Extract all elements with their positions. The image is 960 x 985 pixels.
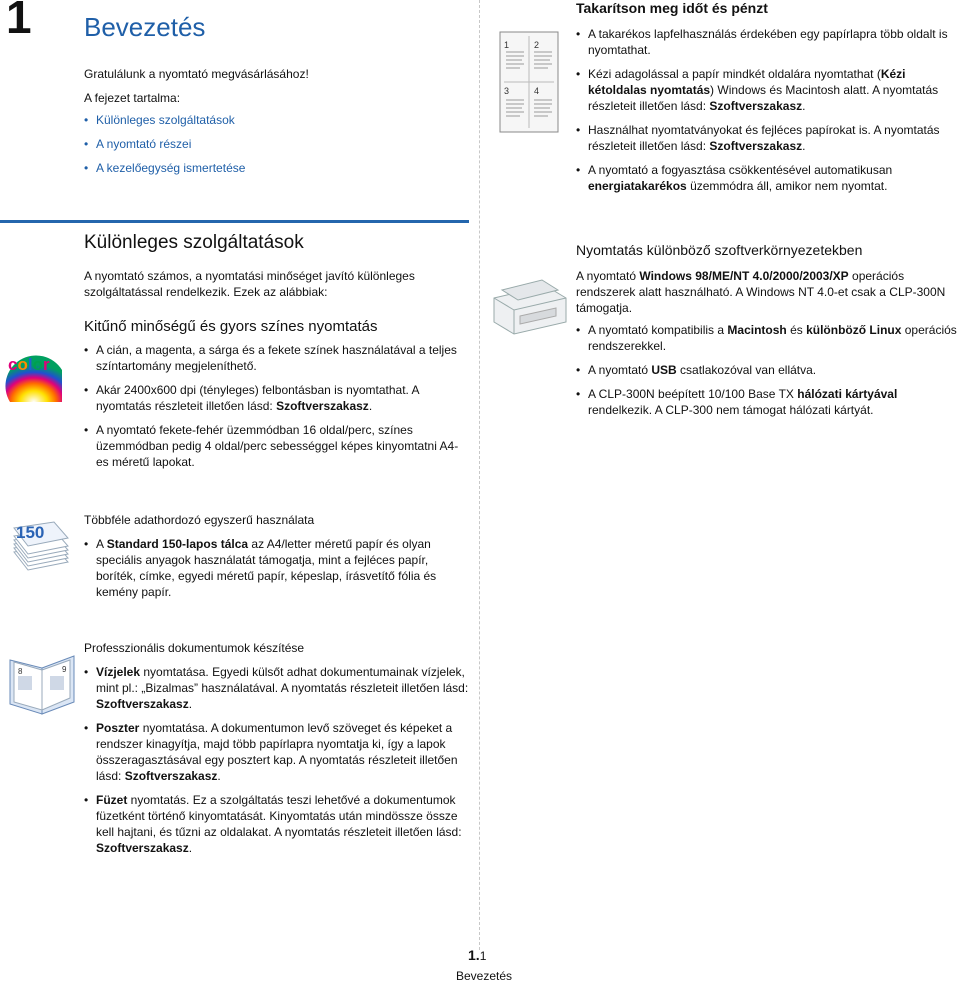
bullet-item: • Vízjelek nyomtatása. Egyedi külsőt adhat dokumentumainak vízjelek, mint pl.: „Bizalmas” használatával. A nyomtatás részleteit illetően lásd: Szoftverszakasz.	[84, 664, 470, 712]
toc-item[interactable]: • A kezelőegység ismertetése	[84, 160, 245, 176]
chapter-title: Bevezetés	[84, 12, 206, 42]
emphasis: Poszter	[96, 721, 140, 735]
tray-label: 150	[16, 523, 45, 542]
emphasis: Szoftverszakasz	[709, 99, 803, 113]
multi-page-thumbnail-icon	[490, 28, 568, 140]
booklet-icon	[6, 646, 78, 716]
logo-letter: o	[32, 355, 43, 374]
thumb-page-1: 1	[504, 40, 510, 50]
emphasis: különböző Linux	[806, 323, 902, 337]
toc-item[interactable]: • Különleges szolgáltatások	[84, 112, 245, 128]
emphasis: Kézi kétoldalas nyomtatás	[588, 67, 906, 97]
book-page-left: 8	[18, 667, 23, 676]
thumb-page-2: 2	[534, 40, 540, 50]
bullet-item: • Használhat nyomtatványokat és fejléces papírokat is. A nyomtatás részleteit illetően lásd: Szoftverszakasz.	[576, 122, 958, 154]
bullet-item: • A nyomtató kompatibilis a Macintosh és különböző Linux operációs rendszerekkel.	[576, 322, 958, 354]
bullet-item: • Füzet nyomtatás. Ez a szolgáltatás teszi lehetővé a dokumentumok füzetként történő kinyomtatását. Kinyomtatás után mindössze össze kell hajtani, és tűzni az oldalakat. A nyomtatás részleteit illetően lásd: Szoftverszakasz.	[84, 792, 470, 856]
logo-letter: r	[42, 355, 50, 374]
media-heading: Többféle adathordozó egyszerű használata	[84, 513, 315, 527]
paper-tray-150-icon	[10, 512, 72, 582]
chapter-number: 1	[6, 0, 32, 43]
column-divider	[479, 0, 480, 950]
book-page-right: 9	[62, 665, 67, 674]
page-minor: 1	[479, 949, 487, 963]
page-number: 1.1	[468, 947, 487, 963]
logo-letter: c	[8, 355, 18, 374]
footer-chapter-title: Bevezetés	[456, 969, 513, 983]
thumb-page-4: 4	[534, 86, 540, 96]
save-bullets	[576, 26, 958, 202]
greeting: Gratulálunk a nyomtató megvásárlásához!	[84, 67, 309, 81]
bullet-item: • A cián, a magenta, a sárga és a fekete színek használatával a teljes színtartomány megjeleníthető.	[84, 342, 470, 374]
bullet-item: • A nyomtató USB csatlakozóval van ellátva.	[576, 362, 958, 378]
env-heading: Nyomtatás különböző szoftverkörnyezetekben	[576, 242, 863, 258]
emphasis: Macintosh	[727, 323, 787, 337]
special-intro: A nyomtató számos, a nyomtatási minőséget javító különleges szolgáltatással rendelkezik. Ezek az alábbiak:	[84, 269, 415, 299]
bullet-item: • A nyomtató a fogyasztása csökkentésével automatikusan energiatakarékos üzemmódra áll, amikor nem nyomtat.	[576, 162, 958, 194]
media-bullets	[84, 536, 470, 608]
env-intro: A nyomtató Windows 98/ME/NT 4.0/2000/2003/XP operációs rendszerek alatt használható. A Windows NT 4.0-et csak a CLP-300N támogatja.	[576, 269, 946, 315]
emphasis: Szoftverszakasz	[96, 841, 189, 855]
bullet-item: • Kézi adagolással a papír mindkét oldalára nyomtathat (Kézi kétoldalas nyomtatás) Windows és Macintosh alatt. A nyomtatás részleteit illetően lásd: Szoftverszakasz.	[576, 66, 958, 114]
section-rule	[0, 220, 469, 223]
chapter-toc	[84, 112, 245, 184]
thumb-page-3: 3	[504, 86, 510, 96]
emphasis: Szoftverszakasz	[124, 769, 218, 783]
bullet-item: • Poszter nyomtatása. A dokumentumon levő szöveget és képeket a rendszer kinagyítja, majd több papírlapra nyomtatja ki, így a lapok összeragasztásával egy posztert kap. A nyomtatás részleteit illetően lásd: Szoftverszakasz.	[84, 720, 470, 784]
bullet-item: • Akár 2400x600 dpi (tényleges) felbontásban is nyomtathat. A nyomtatás részleteit illetően lásd: Szoftverszakasz.	[84, 382, 470, 414]
emphasis: hálózati kártyával	[797, 387, 898, 401]
emphasis: Szoftverszakasz	[96, 697, 189, 711]
professional-heading: Professzionális dokumentumok készítése	[84, 641, 305, 655]
printer-image	[486, 264, 570, 338]
special-heading: Különleges szolgáltatások	[84, 232, 304, 253]
bullet-item: • A Standard 150-lapos tálca az A4/letter méretű papír és olyan speciális anyagok használatát támogatja, mint a fejléces papír, boríték, címke, egyedi méretű papír, képeslap, írásvetítő fólia és kemény papír.	[84, 536, 470, 600]
contents-label: A fejezet tartalma:	[84, 91, 181, 105]
emphasis: Standard 150-lapos tálca	[106, 537, 249, 551]
quality-bullets	[84, 342, 470, 478]
page-major: 1	[468, 947, 476, 963]
emphasis: energiatakarékos	[588, 179, 687, 193]
bullet-item: • A CLP-300N beépített 10/100 Base TX hálózati kártyával rendelkezik. A CLP-300 nem támogat hálózati kártyát.	[576, 386, 958, 418]
env-bullets	[576, 322, 958, 426]
professional-bullets	[84, 664, 470, 864]
logo-letter: l	[27, 355, 33, 374]
logo-letter: o	[17, 355, 28, 374]
save-section-heading: Takarítson meg időt és pénzt	[576, 0, 768, 16]
svg-text:color	[8, 355, 50, 374]
emphasis: Szoftverszakasz	[709, 139, 803, 153]
toc-item[interactable]: • A nyomtató részei	[84, 136, 245, 152]
emphasis: Vízjelek	[96, 665, 141, 679]
emphasis: Füzet	[96, 793, 128, 807]
emphasis: Szoftverszakasz	[276, 399, 369, 413]
emphasis: Windows 98/ME/NT 4.0/2000/2003/XP	[639, 269, 849, 283]
quality-heading: Kitűnő minőségű és gyors színes nyomtatás	[84, 318, 378, 335]
bullet-item: • A nyomtató fekete-fehér üzemmódban 16 oldal/perc, színes üzemmódban pedig 4 oldal/perc sebességgel képes kinyomtatni A4-es méretű lapokat.	[84, 422, 470, 470]
color-logo-icon	[4, 340, 66, 404]
bullet-item: • A takarékos lapfelhasználás érdekében egy papírlapra több oldalt is nyomtathat.	[576, 26, 958, 58]
emphasis: USB	[651, 363, 677, 377]
